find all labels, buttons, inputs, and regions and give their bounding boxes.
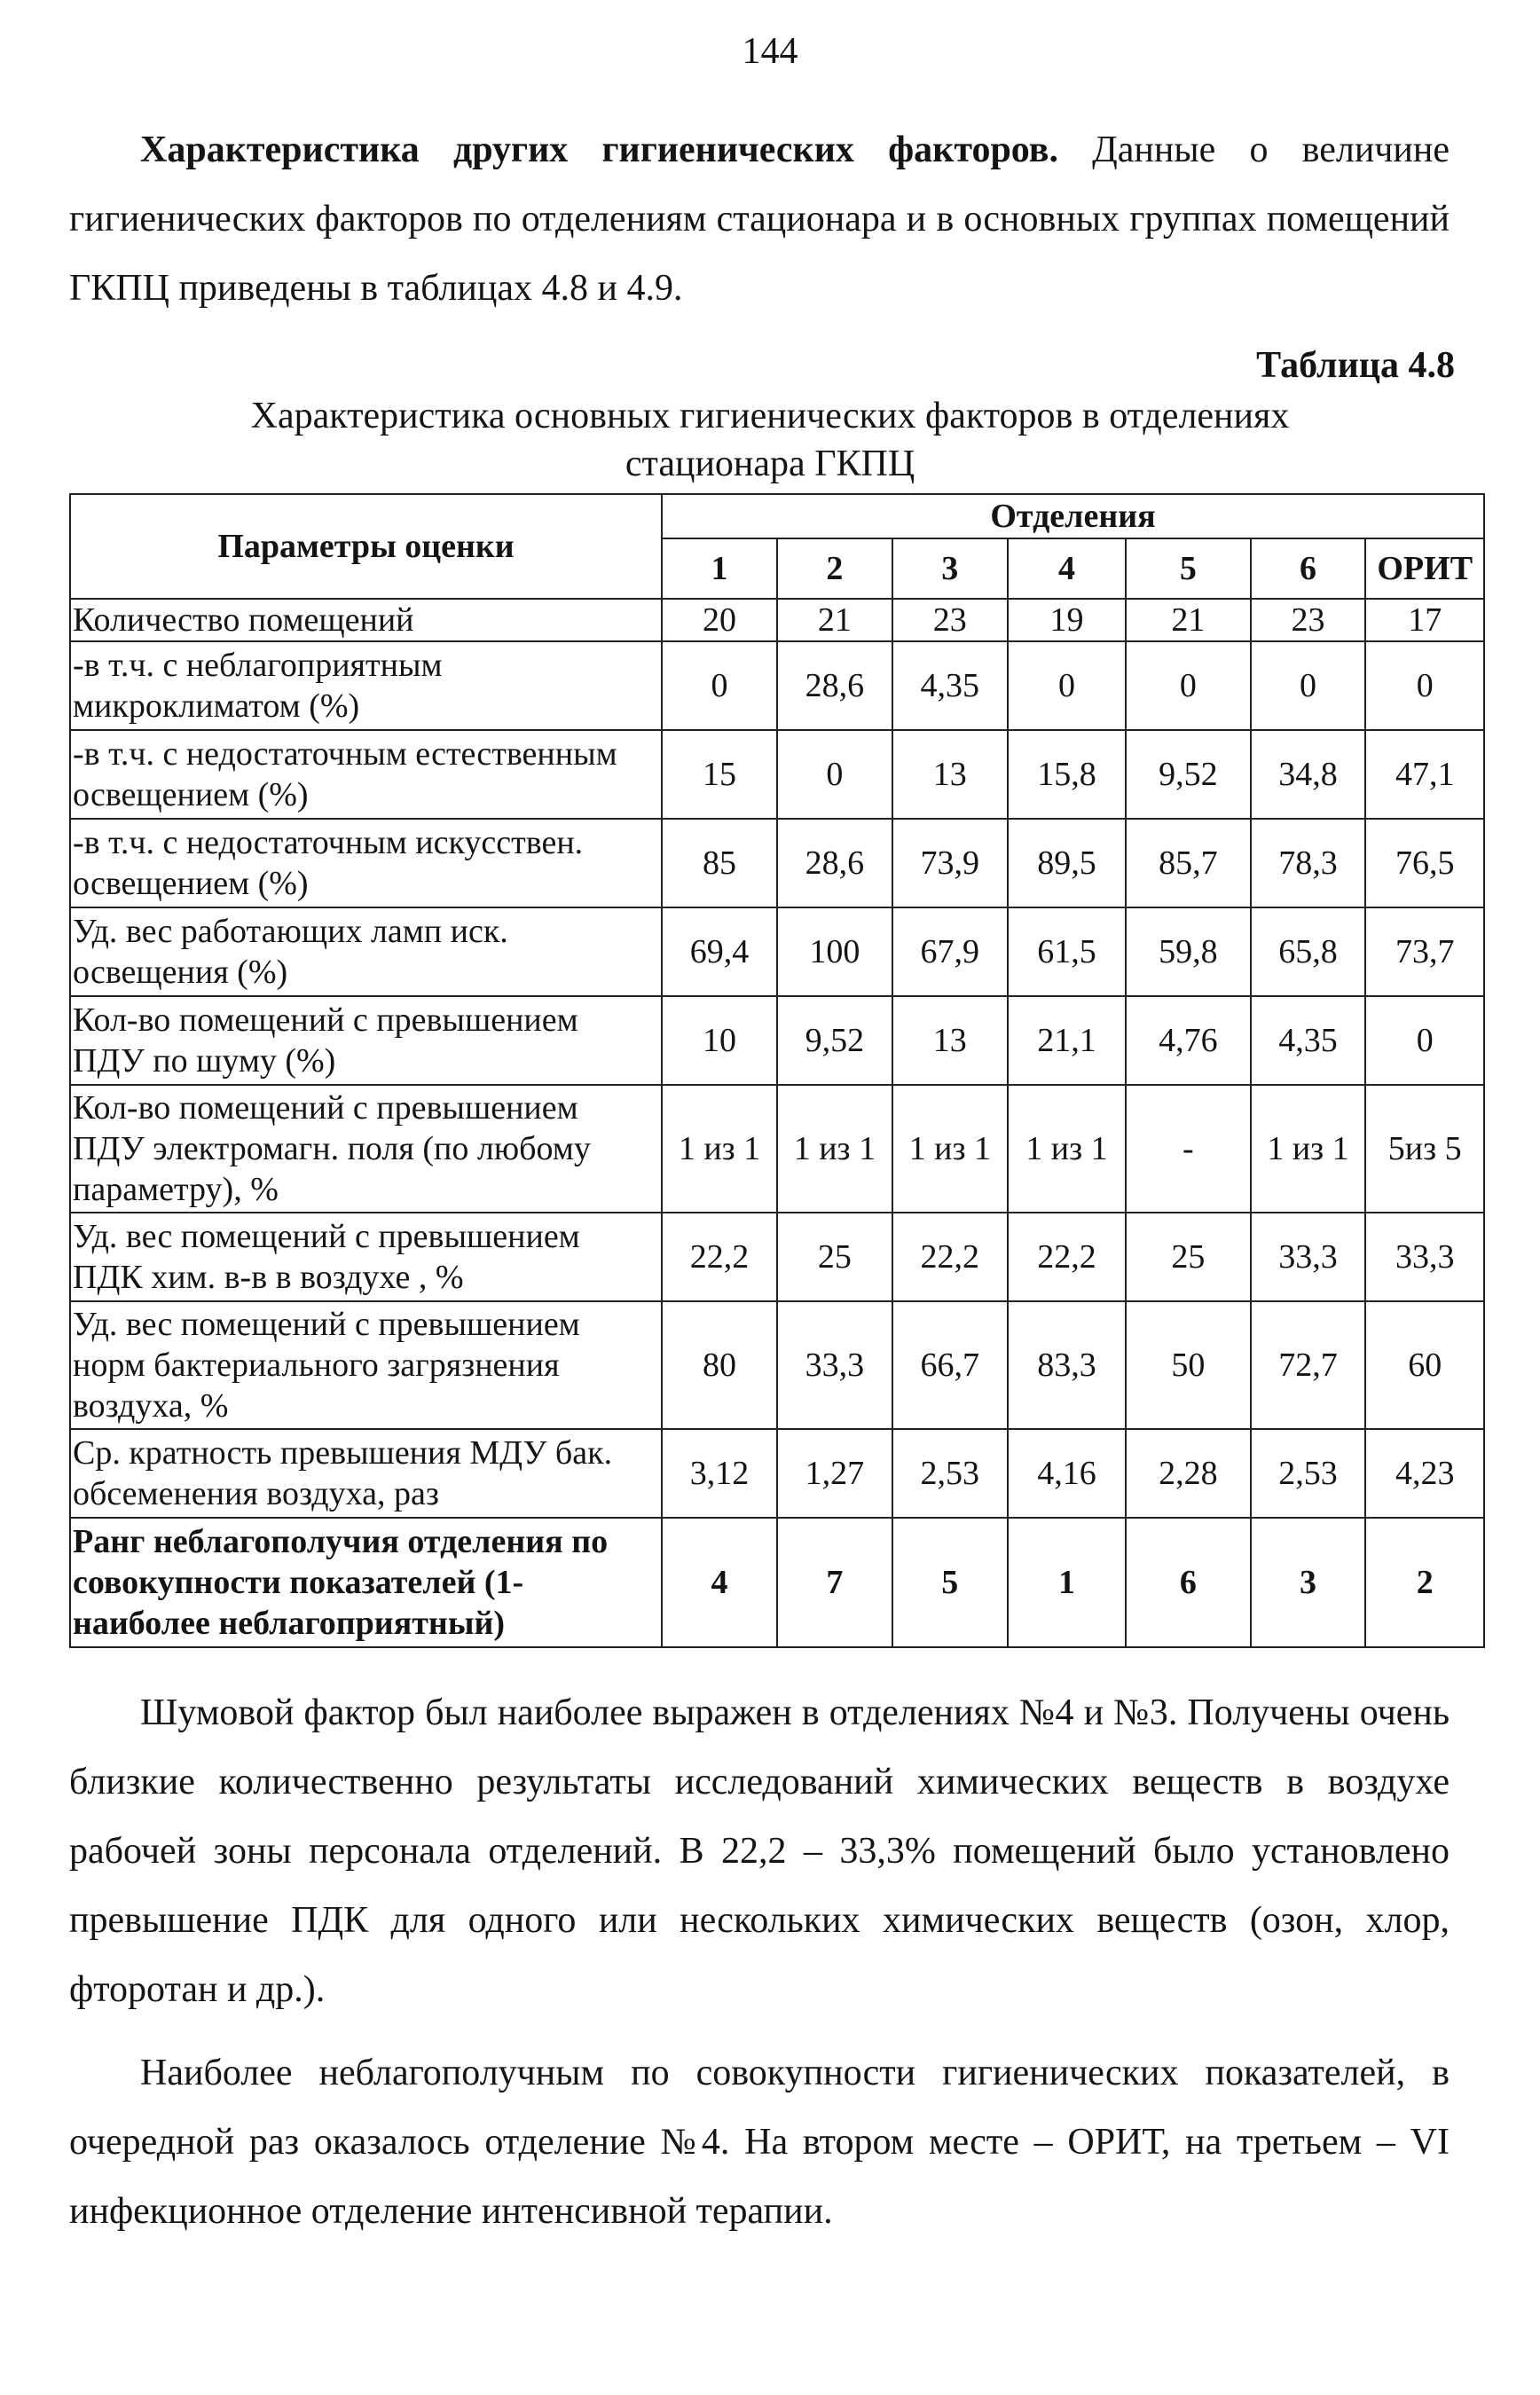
- page-number: 144: [742, 31, 798, 72]
- table-cell: 15: [662, 730, 777, 819]
- row-label: Кол-во помещений с превышением ПДУ по шуму (%): [70, 996, 662, 1085]
- table-cell: 0: [1251, 641, 1366, 730]
- table-row: [70, 1301, 1484, 1429]
- table-cell: 80: [662, 1301, 777, 1429]
- table-cell: 7: [777, 1518, 892, 1647]
- table-cell: 3,12: [662, 1429, 777, 1518]
- table-cell: 85: [662, 819, 777, 907]
- table-cell: 13: [892, 730, 1008, 819]
- row-label: Уд. вес помещений с превышением норм бактериального загрязнения воздуха, %: [70, 1301, 662, 1429]
- row-label: Ранг неблагополучия отделения по совокупности показателей (1- наиболее неблагоприятный): [70, 1518, 662, 1647]
- table-caption-line1: Характеристика основных гигиенических факторов в отделениях: [250, 396, 1290, 436]
- column-header: 5: [1126, 538, 1250, 599]
- table-cell: 2: [1365, 1518, 1484, 1647]
- table-caption: [142, 392, 1398, 488]
- row-label: -в т.ч. с недостаточным искусствен. освещением (%): [70, 819, 662, 907]
- table-row: [70, 641, 1484, 730]
- table-cell: 4,35: [892, 641, 1008, 730]
- table-cell: 4,16: [1008, 1429, 1126, 1518]
- table-cell: 10: [662, 996, 777, 1085]
- table-cell: 59,8: [1126, 907, 1250, 996]
- table-cell: 0: [1365, 641, 1484, 730]
- table-cell: 2,53: [1251, 1429, 1366, 1518]
- table-cell: 21: [1126, 599, 1250, 641]
- table-cell: 22,2: [662, 1213, 777, 1301]
- table-cell: 78,3: [1251, 819, 1366, 907]
- table-cell: 23: [892, 599, 1008, 641]
- hygiene-factors-table: [69, 493, 1485, 1648]
- table-cell: 15,8: [1008, 730, 1126, 819]
- row-label: Ср. кратность превышения МДУ бак. обсеменения воздуха, раз: [70, 1429, 662, 1518]
- table-cell: 0: [1126, 641, 1250, 730]
- table-cell: 22,2: [892, 1213, 1008, 1301]
- table-row: [70, 1213, 1484, 1301]
- table-cell: 1 из 1: [892, 1085, 1008, 1213]
- table-cell: 0: [662, 641, 777, 730]
- column-header: 1: [662, 538, 777, 599]
- table-cell: 66,7: [892, 1301, 1008, 1429]
- intro-text: Данные о величине гигиенических факторов по отделениям стационара и в основных группах помещений ГКПЦ приведены в таблицах 4.8 и 4.9.: [69, 130, 1450, 309]
- row-label: Уд. вес работающих ламп иск. освещения (%): [70, 907, 662, 996]
- table-cell: 17: [1365, 599, 1484, 641]
- table-cell: 85,7: [1126, 819, 1250, 907]
- table-row: [70, 996, 1484, 1085]
- column-header: 6: [1251, 538, 1366, 599]
- table-row: [70, 1429, 1484, 1518]
- column-header: ОРИТ: [1365, 538, 1484, 599]
- row-label: -в т.ч. с неблагоприятным микроклиматом (%): [70, 641, 662, 730]
- table-row: [70, 730, 1484, 819]
- table-cell: 0: [777, 730, 892, 819]
- noise-paragraph: Шумовой фактор был наиболее выражен в отделениях №4 и №3. Получены очень близкие количественно результаты исследований химических веществ в воздухе рабочей зоны персонала отделений. В 22,2 – 33,3% помещений было установлено превышение ПДК для одного или нескольких химических веществ (озон, хлор, фторотан и др.).: [69, 1692, 1450, 2010]
- table-cell: 9,52: [1126, 730, 1250, 819]
- table-cell: 3: [1251, 1518, 1366, 1647]
- table-cell: 5: [892, 1518, 1008, 1647]
- table-cell: 1,27: [777, 1429, 892, 1518]
- table-row: [70, 599, 1484, 641]
- table-cell: 20: [662, 599, 777, 641]
- table-cell: 67,9: [892, 907, 1008, 996]
- table-cell: 28,6: [777, 641, 892, 730]
- row-label: -в т.ч. с недостаточным естественным освещением (%): [70, 730, 662, 819]
- table-cell: 4,23: [1365, 1429, 1484, 1518]
- table-cell: 73,9: [892, 819, 1008, 907]
- table-cell: 21,1: [1008, 996, 1126, 1085]
- intro-bold-lead: Характеристика других гигиенических факторов.: [140, 130, 1058, 170]
- table-cell: 25: [1126, 1213, 1250, 1301]
- table-cell: 69,4: [662, 907, 777, 996]
- row-label: Количество помещений: [70, 599, 662, 641]
- table-cell: 13: [892, 996, 1008, 1085]
- column-header: 3: [892, 538, 1008, 599]
- table-cell: 4: [662, 1518, 777, 1647]
- row-label: Уд. вес помещений с превышением ПДК хим. в-в в воздухе , %: [70, 1213, 662, 1301]
- table-cell: 1 из 1: [662, 1085, 777, 1213]
- table-row: [70, 907, 1484, 996]
- table-cell: 33,3: [1251, 1213, 1366, 1301]
- row-label: Кол-во помещений с превышением ПДУ электромагн. поля (по любому параметру), %: [70, 1085, 662, 1213]
- table-cell: 25: [777, 1213, 892, 1301]
- table-cell: 1: [1008, 1518, 1126, 1647]
- table-cell: 50: [1126, 1301, 1250, 1429]
- table-row-rank: [70, 1518, 1484, 1647]
- table-cell: 0: [1008, 641, 1126, 730]
- table-cell: 23: [1251, 599, 1366, 641]
- table-cell: 9,52: [777, 996, 892, 1085]
- table-cell: 4,35: [1251, 996, 1366, 1085]
- table-cell: 65,8: [1251, 907, 1366, 996]
- header-params: Параметры оценки: [70, 494, 662, 599]
- table-cell: 28,6: [777, 819, 892, 907]
- table-row: [70, 819, 1484, 907]
- table-cell: 0: [1365, 996, 1484, 1085]
- table-cell: 73,7: [1365, 907, 1484, 996]
- table-cell: 1 из 1: [1008, 1085, 1126, 1213]
- table-cell: 100: [777, 907, 892, 996]
- table-cell: 6: [1126, 1518, 1250, 1647]
- table-cell: 1 из 1: [777, 1085, 892, 1213]
- table-cell: 76,5: [1365, 819, 1484, 907]
- table-cell: 72,7: [1251, 1301, 1366, 1429]
- table-cell: 1 из 1: [1251, 1085, 1366, 1213]
- header-departments: Отделения: [662, 494, 1484, 538]
- column-header: 2: [777, 538, 892, 599]
- column-header: 4: [1008, 538, 1126, 599]
- table-cell: -: [1126, 1085, 1250, 1213]
- table-cell: 47,1: [1365, 730, 1484, 819]
- table-cell: 19: [1008, 599, 1126, 641]
- table-cell: 34,8: [1251, 730, 1366, 819]
- table-cell: 2,28: [1126, 1429, 1250, 1518]
- table-cell: 22,2: [1008, 1213, 1126, 1301]
- table-cell: 4,76: [1126, 996, 1250, 1085]
- table-caption-line2: стационара ГКПЦ: [625, 444, 915, 484]
- table-cell: 83,3: [1008, 1301, 1126, 1429]
- table-cell: 5из 5: [1365, 1085, 1484, 1213]
- table-cell: 60: [1365, 1301, 1484, 1429]
- table-cell: 2,53: [892, 1429, 1008, 1518]
- table-cell: 33,3: [1365, 1213, 1484, 1301]
- intro-paragraph: [69, 115, 1450, 323]
- table-cell: 33,3: [777, 1301, 892, 1429]
- rank-paragraph: Наиболее неблагополучным по совокупности гигиенических показателей, в очередной раз оказалось отделение №4. На втором месте – ОРИТ, на третьем – VI инфекционное отделение интенсивной терапии.: [69, 2053, 1450, 2232]
- table-cell: 61,5: [1008, 907, 1126, 996]
- table-label: Таблица 4.8: [1256, 345, 1455, 386]
- table-row: [70, 1085, 1484, 1213]
- table-cell: 21: [777, 599, 892, 641]
- table-cell: 89,5: [1008, 819, 1126, 907]
